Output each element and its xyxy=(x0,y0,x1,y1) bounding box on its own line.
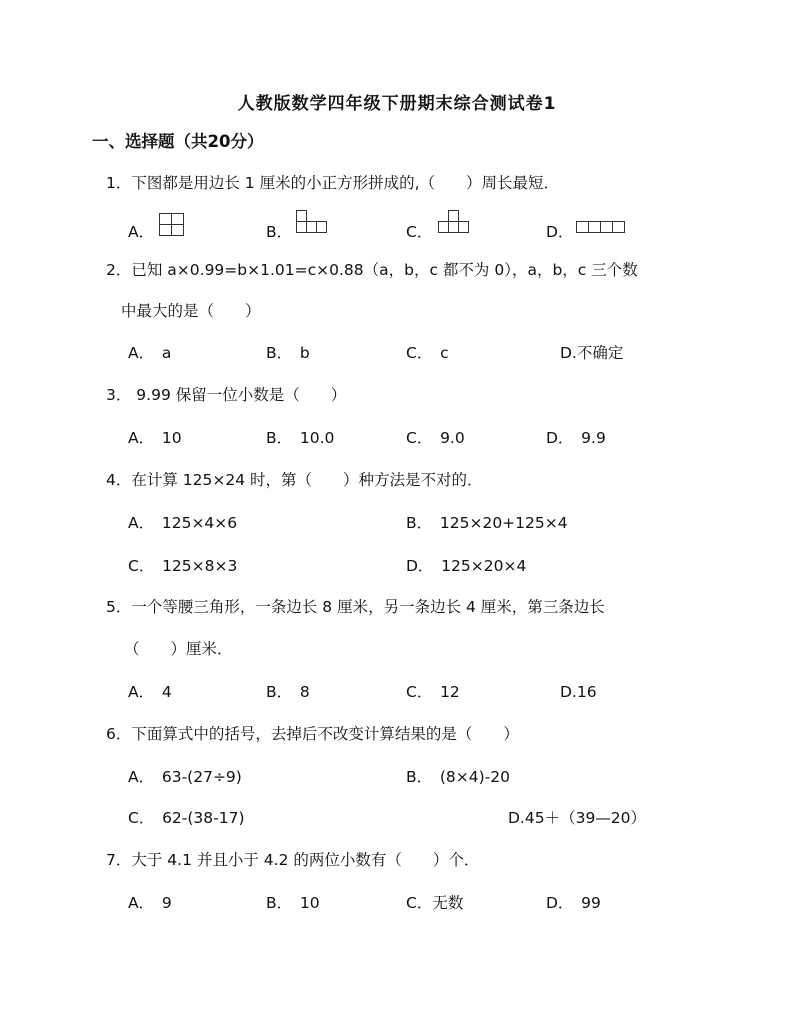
question-5-stem-line-2: （ ）厘米． xyxy=(124,640,233,658)
q6-option-c: C． 62-(38-17) xyxy=(128,809,245,827)
question-4-stem: 4．在计算 125×24 时，第（ ）种方法是不对的． xyxy=(106,471,483,489)
q4-option-a: A． 125×4×6 xyxy=(128,514,238,532)
q2-option-d: D.不确定 xyxy=(560,344,624,362)
q1-figure-a xyxy=(159,213,185,237)
q1-option-d: D． xyxy=(546,223,574,241)
q5-option-a: A． 4 xyxy=(128,683,172,701)
q4-option-b: B． 125×20+125×4 xyxy=(406,514,568,532)
question-7-stem: 7．大于 4.1 并且小于 4.2 的两位小数有（ ）个． xyxy=(106,851,480,869)
q7-option-d: D． 99 xyxy=(546,894,601,912)
q6-option-a: A． 63-(27÷9) xyxy=(128,768,242,786)
q6-option-b: B． (8×4)-20 xyxy=(406,768,511,786)
q4-option-c: C． 125×8×3 xyxy=(128,557,238,575)
section-heading: 一、选择题（共20分） xyxy=(92,132,264,151)
q1-option-c: C． xyxy=(406,223,433,241)
q3-option-b: B． 10.0 xyxy=(266,429,335,447)
q2-option-b: B． b xyxy=(266,344,310,362)
q3-option-c: C． 9.0 xyxy=(406,429,465,447)
q4-option-d: D． 125×20×4 xyxy=(406,557,527,575)
q3-option-d: D． 9.9 xyxy=(546,429,606,447)
q2-option-a: A． a xyxy=(128,344,172,362)
question-5-stem-line-1: 5．一个等腰三角形，一条边长 8 厘米，另一条边长 4 厘米，第三条边长 xyxy=(106,598,605,616)
q7-option-b: B． 10 xyxy=(266,894,320,912)
q5-option-b: B． 8 xyxy=(266,683,310,701)
q5-option-c: C． 12 xyxy=(406,683,460,701)
question-3-stem: 3． 9.99 保留一位小数是（ ） xyxy=(106,386,347,404)
q2-option-c: C． c xyxy=(406,344,449,362)
q6-option-d: D.45＋（39—20） xyxy=(508,809,647,827)
q5-option-d: D.16 xyxy=(560,683,597,701)
q1-option-b: B． xyxy=(266,223,293,241)
q7-option-c: C．无数 xyxy=(406,894,464,912)
q1-figure-b xyxy=(296,210,336,234)
q1-option-a: A． xyxy=(128,223,155,241)
q1-figure-c xyxy=(438,210,478,234)
q7-option-a: A． 9 xyxy=(128,894,172,912)
question-1-stem: 1．下图都是用边长 1 厘米的小正方形拼成的,（ ）周长最短． xyxy=(106,174,560,192)
question-2-stem-line-2: 中最大的是（ ） xyxy=(121,302,261,320)
question-6-stem: 6．下面算式中的括号，去掉后不改变计算结果的是（ ） xyxy=(106,725,519,743)
question-2-stem-line-1: 2．已知 a×0.99=b×1.01=c×0.88（a，b，c 都不为 0），a，b，c 三个数 xyxy=(106,261,638,279)
q1-figure-d xyxy=(576,221,628,235)
q3-option-a: A． 10 xyxy=(128,429,182,447)
page-title: 人教版数学四年级下册期末综合测试卷1 xyxy=(237,94,557,114)
